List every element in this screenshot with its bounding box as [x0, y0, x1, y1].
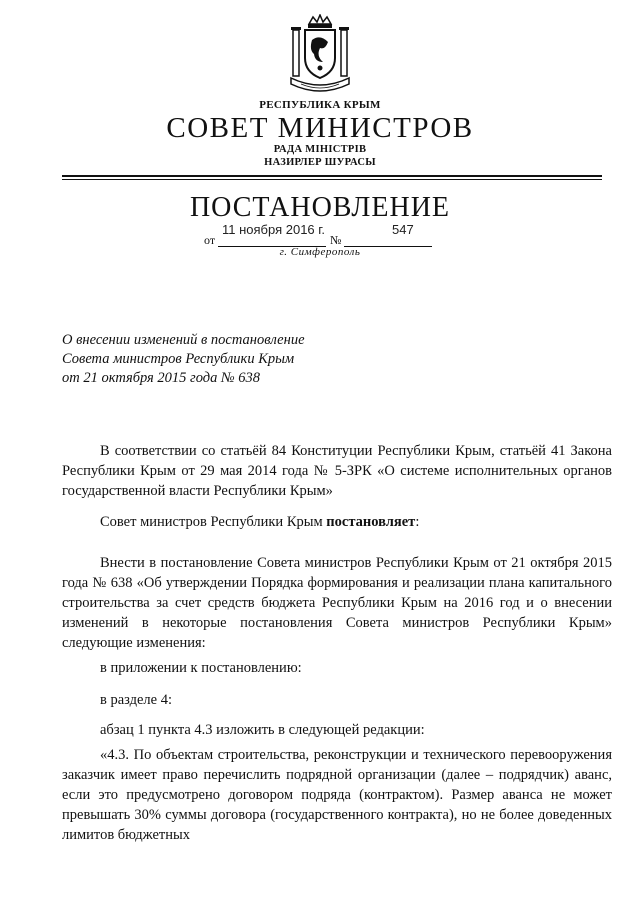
subject-line: от 21 октября 2015 года № 638: [62, 370, 261, 386]
decree-number: 547: [392, 222, 414, 237]
resolves-suffix: :: [415, 514, 420, 530]
date-prefix: от: [204, 233, 216, 247]
body-paragraph-resolves: [62, 512, 612, 532]
body-paragraph-section: в разделе 4:: [100, 692, 173, 708]
coat-of-arms-icon: [287, 14, 353, 94]
decree-date-row: [0, 222, 640, 248]
resolves-keyword: постановляет: [326, 514, 416, 530]
body-paragraph-appendix: в приложении к постановлению:: [100, 660, 302, 676]
decree-date: 11 ноября 2016 г.: [222, 222, 326, 237]
header-divider-thin: [62, 179, 602, 180]
body-paragraph-clause: абзац 1 пункта 4.3 изложить в следующей редакции:: [100, 722, 425, 738]
body-paragraph-amend: Внести в постановление Совета министров Республики Крым от 21 октября 2015 года № 638 «Об утверждении Порядка формирования и реализации плана капитального строительства за счет средств бюджета Республики Крым на 2016 год и о внесении изменений в некоторые постановления Совета министров Республики Крым» следующие изменения:: [62, 555, 612, 651]
body-paragraph-new-text: «4.3. По объектам строительства, реконструкции и технического перевооружения заказчик имеет право перечислить подрядной организации (далее – подрядчик) аванс, если это предусмотрено договором подряда (контрактом). Размер аванса не может превышать 30% суммы договора (государственного контракта), но не более доведенных лимитов бюджетных: [62, 747, 612, 843]
body-paragraph-legal-basis: В соответствии со статьёй 84 Конституции Республики Крым, статьёй 41 Закона Республики Крым от 29 мая 2014 года № 5-ЗРК «О системе исполнительных органов государственной власти Республики Крым»: [62, 443, 612, 499]
decree-title: ПОСТАНОВЛЕНИЕ: [189, 192, 451, 223]
subject-line: О внесении изменений в постановление: [62, 332, 305, 348]
decree-subject: [62, 331, 462, 388]
resolves-prefix: Совет министров Республики Крым: [100, 514, 327, 530]
decree-city: г. Симферополь: [279, 246, 361, 258]
council-name-crh: НАЗИРЛЕР ШУРАСЫ: [264, 157, 376, 168]
council-name-ua: РАДА МІНІСТРІВ: [273, 144, 367, 155]
header-divider: [62, 175, 602, 177]
number-sign: №: [330, 233, 342, 247]
council-name: СОВЕТ МИНИСТРОВ: [166, 112, 474, 144]
subject-line: Совета министров Республики Крым: [62, 351, 295, 367]
republic-name: РЕСПУБЛИКА КРЫМ: [259, 99, 381, 111]
